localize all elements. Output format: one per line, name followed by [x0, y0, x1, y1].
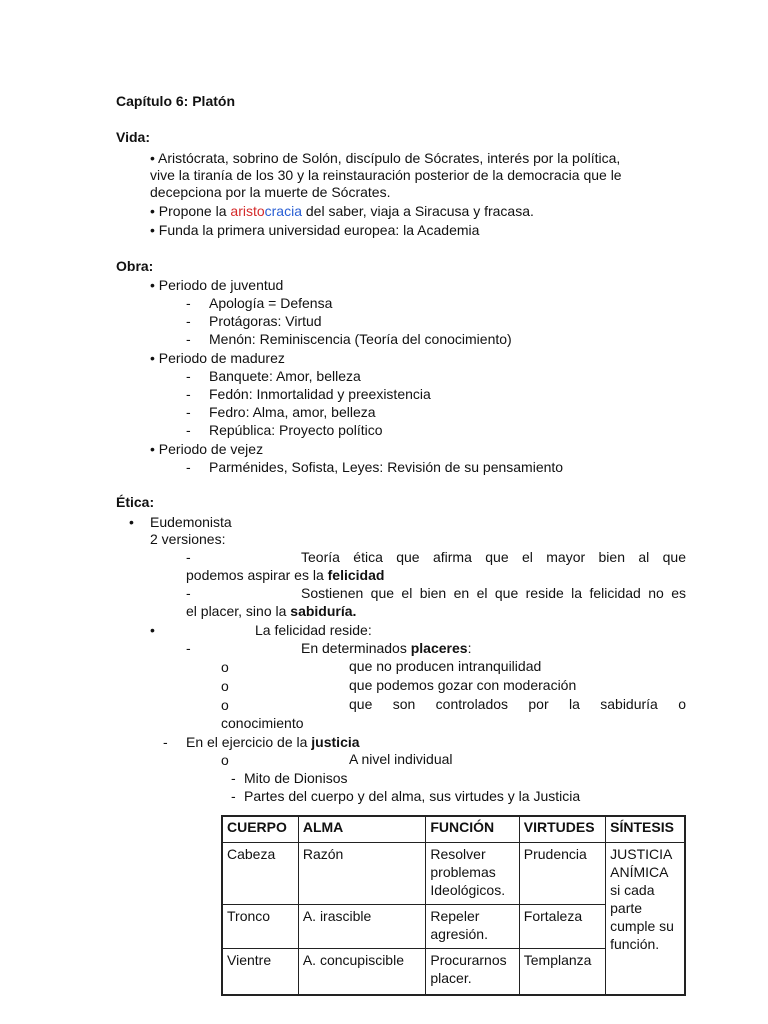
- obra-item: Banquete: Amor, belleza: [209, 368, 361, 384]
- placeres-line: [301, 639, 471, 657]
- obra-heading: Obra:: [116, 258, 154, 274]
- obra-item: Fedro: Alma, amor, belleza: [209, 404, 376, 420]
- vida-bullet1-line3: decepciona por la muerte de Sócrates.: [150, 184, 391, 200]
- version2-text: el placer, sino la: [186, 603, 291, 619]
- table-cell: Cabeza: [222, 843, 298, 905]
- justicia-line: [186, 733, 360, 751]
- partes-text: Partes del cuerpo y del alma, sus virtudes y la Justicia: [244, 788, 581, 804]
- table-cell: Prudencia: [519, 843, 605, 905]
- mito-text: Mito de Dionisos: [244, 770, 348, 786]
- placeres-pre: En determinados: [301, 640, 411, 656]
- dash-icon: -: [186, 459, 191, 475]
- vida-bullet1-line2: vive la tiranía de los 30 y la reinstauración posterior de la democracia que le: [150, 167, 622, 183]
- dash-icon: -: [186, 368, 191, 384]
- placer-item-2: que podemos gozar con moderación: [349, 677, 577, 693]
- table-cell: Repeler agresión.: [426, 905, 519, 949]
- header-sintesis: SÍNTESIS: [606, 816, 685, 843]
- obra-item: Parménides, Sofista, Leyes: Revisión de su pensamiento: [209, 459, 564, 475]
- dash-icon: -: [163, 734, 168, 750]
- version1-line2: [186, 566, 384, 584]
- table-cell: A. irascible: [298, 905, 426, 949]
- table-cell: Resolver problemas Ideológicos.: [426, 843, 519, 905]
- virtues-table: [221, 815, 686, 996]
- dash-icon: -: [186, 640, 191, 656]
- placer-item-3-line2: conocimiento: [221, 715, 304, 731]
- table-cell: Fortaleza: [519, 905, 605, 949]
- dash-icon: -: [186, 422, 191, 438]
- obra-group-juventud: • Periodo de juventud: [150, 277, 284, 293]
- version2-line2: [186, 602, 356, 620]
- dash-icon: -: [186, 313, 191, 329]
- vida-bullet2: [150, 202, 534, 220]
- header-funcion: FUNCIÓN: [426, 816, 519, 843]
- version1-text: podemos aspirar es la: [186, 567, 328, 583]
- sabiduria-text: sabiduría.: [290, 603, 357, 619]
- header-cuerpo: CUERPO: [222, 816, 298, 843]
- table-cell: Razón: [298, 843, 426, 905]
- dash-icon: -: [231, 770, 236, 786]
- obra-item: Fedón: Inmortalidad y preexistencia: [209, 386, 431, 402]
- circle-bullet-icon: o: [221, 659, 229, 675]
- version2-line1: Sostienen que el bien en el que reside la felicidad no es: [301, 585, 686, 601]
- justicia-pre: En el ejercicio de la: [186, 734, 312, 750]
- vida-bullet2-rest: del saber, viaja a Siracusa y fracasa.: [302, 203, 534, 219]
- circle-bullet-icon: o: [221, 752, 229, 768]
- nivel-individual-text: A nivel individual: [349, 751, 453, 767]
- bullet-icon: •: [129, 514, 134, 530]
- table-cell: Templanza: [519, 949, 605, 995]
- vida-heading: Vida:: [116, 129, 150, 145]
- chapter-title: Capítulo 6: Platón: [116, 93, 235, 109]
- obra-item: República: Proyecto político: [209, 422, 383, 438]
- version1-line1: Teoría ética que afirma que el mayor bien al que: [301, 549, 686, 565]
- vida-bullet1-line1: • Aristócrata, sobrino de Solón, discípulo de Sócrates, interés por la política,: [150, 150, 621, 166]
- table-row: [222, 843, 685, 905]
- obra-item: Apología = Defensa: [209, 295, 333, 311]
- dash-icon: -: [186, 585, 191, 601]
- table-cell: Procurarnos placer.: [426, 949, 519, 995]
- header-alma: ALMA: [298, 816, 426, 843]
- bullet-icon: •: [150, 622, 155, 638]
- vida-bullet2-text: • Propone la: [150, 203, 231, 219]
- felicidad-reside-text: La felicidad reside:: [255, 622, 372, 638]
- header-virtudes: VIRTUDES: [519, 816, 605, 843]
- dash-icon: -: [186, 549, 191, 565]
- dash-icon: -: [231, 788, 236, 804]
- obra-group-madurez: • Periodo de madurez: [150, 350, 285, 366]
- table-cell: A. concupiscible: [298, 949, 426, 995]
- justicia-text: justicia: [311, 734, 360, 750]
- table-header-row: [222, 816, 685, 843]
- obra-item: Protágoras: Virtud: [209, 313, 322, 329]
- felicidad-text: felicidad: [327, 567, 385, 583]
- circle-bullet-icon: o: [221, 697, 229, 713]
- aristo-text: aristo: [230, 203, 265, 219]
- table-cell: Tronco: [222, 905, 298, 949]
- dash-icon: -: [186, 404, 191, 420]
- placer-item-3-line1: que son controlados por la sabiduría o: [349, 696, 686, 712]
- circle-bullet-icon: o: [221, 678, 229, 694]
- eudemonista-text: Eudemonista: [150, 514, 232, 530]
- dash-icon: -: [186, 295, 191, 311]
- placer-item-1: que no producen intranquilidad: [349, 658, 542, 674]
- vida-bullet3: • Funda la primera universidad europea: la Academia: [150, 222, 480, 238]
- etica-heading: Ética:: [116, 494, 155, 510]
- obra-item: Menón: Reminiscencia (Teoría del conocimiento): [209, 331, 512, 347]
- versiones-text: 2 versiones:: [150, 531, 226, 547]
- obra-group-vejez: • Periodo de vejez: [150, 441, 264, 457]
- placeres-text: placeres: [410, 640, 468, 656]
- sintesis-cell: JUSTICIA ANÍMICA si cada parte cumple su función.: [606, 843, 685, 995]
- dash-icon: -: [186, 331, 191, 347]
- table-cell: Vientre: [222, 949, 298, 995]
- dash-icon: -: [186, 386, 191, 402]
- cracia-text: cracia: [264, 203, 302, 219]
- placeres-post: :: [467, 640, 472, 656]
